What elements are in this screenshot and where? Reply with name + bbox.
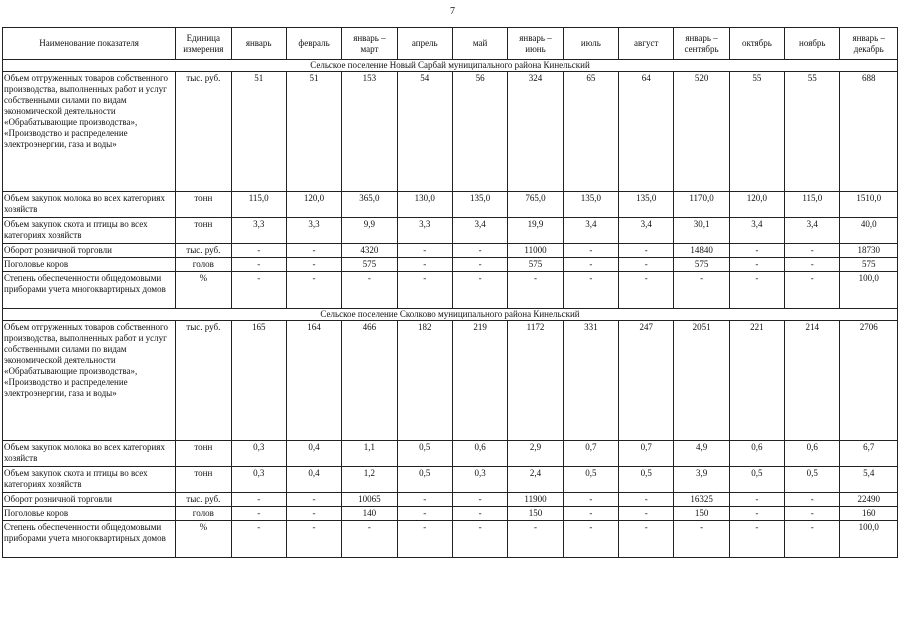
value-cell: 214 (785, 321, 840, 441)
value-cell: 247 (619, 321, 674, 441)
value-cell: 130,0 (397, 192, 452, 218)
indicator-name: Поголовье коров (3, 507, 176, 521)
value-cell: - (508, 521, 563, 558)
value-cell: - (286, 244, 341, 258)
value-cell: 0,4 (286, 441, 341, 467)
header-unit: Единица измерения (176, 28, 231, 60)
value-cell: 135,0 (452, 192, 507, 218)
value-cell: 0,5 (397, 441, 452, 467)
value-cell: 3,3 (231, 218, 286, 244)
table-body (3, 60, 898, 558)
value-cell: 4320 (342, 244, 397, 258)
value-cell: 0,5 (785, 467, 840, 493)
value-cell: - (286, 493, 341, 507)
value-cell: 0,3 (231, 467, 286, 493)
value-cell: 0,5 (563, 467, 618, 493)
value-cell: 324 (508, 72, 563, 192)
value-cell: - (729, 272, 784, 309)
value-cell: 18730 (840, 244, 898, 258)
value-cell: 1170,0 (674, 192, 729, 218)
value-cell: 120,0 (729, 192, 784, 218)
value-cell: - (231, 244, 286, 258)
unit-cell: тонн (176, 441, 231, 467)
value-cell: - (785, 272, 840, 309)
table-header (3, 28, 898, 60)
value-cell: 150 (674, 507, 729, 521)
value-cell: - (231, 258, 286, 272)
value-cell: - (563, 244, 618, 258)
value-cell: 0,6 (452, 441, 507, 467)
table-row (3, 272, 898, 309)
value-cell: 115,0 (231, 192, 286, 218)
value-cell: - (729, 493, 784, 507)
value-cell: 182 (397, 321, 452, 441)
value-cell: - (729, 244, 784, 258)
section-row (3, 60, 898, 72)
header-month: апрель (397, 28, 452, 60)
value-cell: 40,0 (840, 218, 898, 244)
indicator-name: Объем отгруженных товаров собственного производства, выполненных работ и услуг собственными силами по видам экономической деятельности «Обрабатывающие производства», «Производство и распределение электроэнергии, газа и воды» (3, 321, 176, 441)
value-cell: - (619, 493, 674, 507)
value-cell: 575 (342, 258, 397, 272)
value-cell: - (785, 521, 840, 558)
indicator-name: Степень обеспеченности общедомовыми приборами учета многоквартирных домов (3, 521, 176, 558)
value-cell: - (563, 493, 618, 507)
value-cell: - (785, 507, 840, 521)
table-row (3, 218, 898, 244)
value-cell: - (342, 272, 397, 309)
value-cell: - (563, 507, 618, 521)
value-cell: 100,0 (840, 272, 898, 309)
value-cell: 2,4 (508, 467, 563, 493)
value-cell: - (286, 507, 341, 521)
value-cell: 1510,0 (840, 192, 898, 218)
value-cell: - (286, 258, 341, 272)
value-cell: - (508, 272, 563, 309)
value-cell: 331 (563, 321, 618, 441)
indicator-name: Степень обеспеченности общедомовыми приборами учета многоквартирных домов (3, 272, 176, 309)
value-cell: 160 (840, 507, 898, 521)
header-month: январь – декабрь (840, 28, 898, 60)
value-cell: 0,6 (785, 441, 840, 467)
value-cell: 221 (729, 321, 784, 441)
unit-cell: тыс. руб. (176, 72, 231, 192)
header-month: октябрь (729, 28, 784, 60)
value-cell: - (563, 272, 618, 309)
value-cell: 2,9 (508, 441, 563, 467)
value-cell: 115,0 (785, 192, 840, 218)
value-cell: - (397, 258, 452, 272)
table-row (3, 72, 898, 192)
indicator-name: Объем закупок молока во всех категориях хозяйств (3, 192, 176, 218)
value-cell: 11000 (508, 244, 563, 258)
value-cell: 3,4 (619, 218, 674, 244)
value-cell: 3,3 (397, 218, 452, 244)
value-cell: - (563, 258, 618, 272)
value-cell: 688 (840, 72, 898, 192)
unit-cell: тыс. руб. (176, 244, 231, 258)
value-cell: 56 (452, 72, 507, 192)
value-cell: - (619, 521, 674, 558)
value-cell: - (397, 507, 452, 521)
section-row (3, 309, 898, 321)
value-cell: 1,1 (342, 441, 397, 467)
indicators-table (2, 27, 898, 558)
value-cell: - (397, 244, 452, 258)
value-cell: 219 (452, 321, 507, 441)
indicator-name: Объем отгруженных товаров собственного производства, выполненных работ и услуг собственными силами по видам экономической деятельности «Обрабатывающие производства», «Производство и распределение электроэнергии, газа и воды» (3, 72, 176, 192)
value-cell: 165 (231, 321, 286, 441)
value-cell: 55 (785, 72, 840, 192)
value-cell: - (619, 258, 674, 272)
value-cell: - (729, 258, 784, 272)
value-cell: 164 (286, 321, 341, 441)
header-month: январь – март (342, 28, 397, 60)
value-cell: 575 (674, 258, 729, 272)
header-month: январь – июнь (508, 28, 563, 60)
unit-cell: голов (176, 507, 231, 521)
value-cell: - (231, 493, 286, 507)
value-cell: 4,9 (674, 441, 729, 467)
value-cell: - (619, 244, 674, 258)
value-cell: 51 (286, 72, 341, 192)
value-cell: 11900 (508, 493, 563, 507)
value-cell: - (674, 272, 729, 309)
unit-cell: % (176, 272, 231, 309)
table-row (3, 467, 898, 493)
value-cell: 0,4 (286, 467, 341, 493)
value-cell: - (397, 493, 452, 507)
value-cell: 365,0 (342, 192, 397, 218)
value-cell: 150 (508, 507, 563, 521)
value-cell: 22490 (840, 493, 898, 507)
value-cell: - (674, 521, 729, 558)
value-cell: 19,9 (508, 218, 563, 244)
table-row (3, 258, 898, 272)
value-cell: 10065 (342, 493, 397, 507)
value-cell: - (452, 507, 507, 521)
header-month: май (452, 28, 507, 60)
value-cell: 0,7 (563, 441, 618, 467)
value-cell: 0,5 (619, 467, 674, 493)
value-cell: 3,3 (286, 218, 341, 244)
table-row (3, 521, 898, 558)
value-cell: 54 (397, 72, 452, 192)
indicator-name: Оборот розничной торговли (3, 493, 176, 507)
value-cell: 466 (342, 321, 397, 441)
unit-cell: тыс. руб. (176, 493, 231, 507)
value-cell: - (286, 272, 341, 309)
value-cell: 1172 (508, 321, 563, 441)
indicator-name: Объем закупок молока во всех категориях хозяйств (3, 441, 176, 467)
value-cell: 0,3 (452, 467, 507, 493)
indicator-name: Объем закупок скота и птицы во всех категориях хозяйств (3, 218, 176, 244)
value-cell: - (729, 521, 784, 558)
value-cell: 14840 (674, 244, 729, 258)
indicator-name: Поголовье коров (3, 258, 176, 272)
indicator-name: Оборот розничной торговли (3, 244, 176, 258)
unit-cell: % (176, 521, 231, 558)
value-cell: - (729, 507, 784, 521)
value-cell: - (397, 272, 452, 309)
value-cell: 2051 (674, 321, 729, 441)
value-cell: 3,9 (674, 467, 729, 493)
table-row (3, 192, 898, 218)
unit-cell: тонн (176, 218, 231, 244)
value-cell: - (785, 244, 840, 258)
value-cell: 0,3 (231, 441, 286, 467)
value-cell: 3,4 (729, 218, 784, 244)
value-cell: - (452, 272, 507, 309)
value-cell: 520 (674, 72, 729, 192)
value-cell: 765,0 (508, 192, 563, 218)
value-cell: 120,0 (286, 192, 341, 218)
value-cell: 6,7 (840, 441, 898, 467)
value-cell: 135,0 (563, 192, 618, 218)
value-cell: - (342, 521, 397, 558)
value-cell: 1,2 (342, 467, 397, 493)
value-cell: - (452, 244, 507, 258)
value-cell: 135,0 (619, 192, 674, 218)
table-row (3, 493, 898, 507)
value-cell: 5,4 (840, 467, 898, 493)
value-cell: 0,7 (619, 441, 674, 467)
header-month: ноябрь (785, 28, 840, 60)
section-title: Сельское поселение Новый Сарбай муниципального района Кинельский (3, 60, 898, 72)
value-cell: 575 (840, 258, 898, 272)
header-month: февраль (286, 28, 341, 60)
value-cell: - (452, 258, 507, 272)
value-cell: - (619, 507, 674, 521)
header-month: август (619, 28, 674, 60)
unit-cell: голов (176, 258, 231, 272)
header-month: январь – сентябрь (674, 28, 729, 60)
table-row (3, 441, 898, 467)
value-cell: 2706 (840, 321, 898, 441)
table-row (3, 321, 898, 441)
value-cell: 100,0 (840, 521, 898, 558)
value-cell: - (785, 493, 840, 507)
value-cell: 3,4 (563, 218, 618, 244)
unit-cell: тыс. руб. (176, 321, 231, 441)
value-cell: - (452, 493, 507, 507)
page-number: 7 (450, 6, 455, 17)
value-cell: - (619, 272, 674, 309)
value-cell: 153 (342, 72, 397, 192)
value-cell: 16325 (674, 493, 729, 507)
value-cell: 64 (619, 72, 674, 192)
value-cell: 140 (342, 507, 397, 521)
value-cell: 30,1 (674, 218, 729, 244)
value-cell: - (231, 507, 286, 521)
header-month: январь (231, 28, 286, 60)
unit-cell: тонн (176, 192, 231, 218)
value-cell: 0,5 (397, 467, 452, 493)
table-row (3, 244, 898, 258)
value-cell: - (563, 521, 618, 558)
section-title: Сельское поселение Сколково муниципального района Кинельский (3, 309, 898, 321)
value-cell: 0,6 (729, 441, 784, 467)
value-cell: - (452, 521, 507, 558)
value-cell: 575 (508, 258, 563, 272)
value-cell: - (785, 258, 840, 272)
value-cell: - (286, 521, 341, 558)
indicator-name: Объем закупок скота и птицы во всех категориях хозяйств (3, 467, 176, 493)
value-cell: 3,4 (785, 218, 840, 244)
unit-cell: тонн (176, 467, 231, 493)
value-cell: 3,4 (452, 218, 507, 244)
header-indicator-name: Наименование показателя (3, 28, 176, 60)
value-cell: - (397, 521, 452, 558)
value-cell: 0,5 (729, 467, 784, 493)
value-cell: 51 (231, 72, 286, 192)
header-month: июль (563, 28, 618, 60)
value-cell: 55 (729, 72, 784, 192)
value-cell: 9,9 (342, 218, 397, 244)
value-cell: - (231, 272, 286, 309)
value-cell: - (231, 521, 286, 558)
value-cell: 65 (563, 72, 618, 192)
table-row (3, 507, 898, 521)
